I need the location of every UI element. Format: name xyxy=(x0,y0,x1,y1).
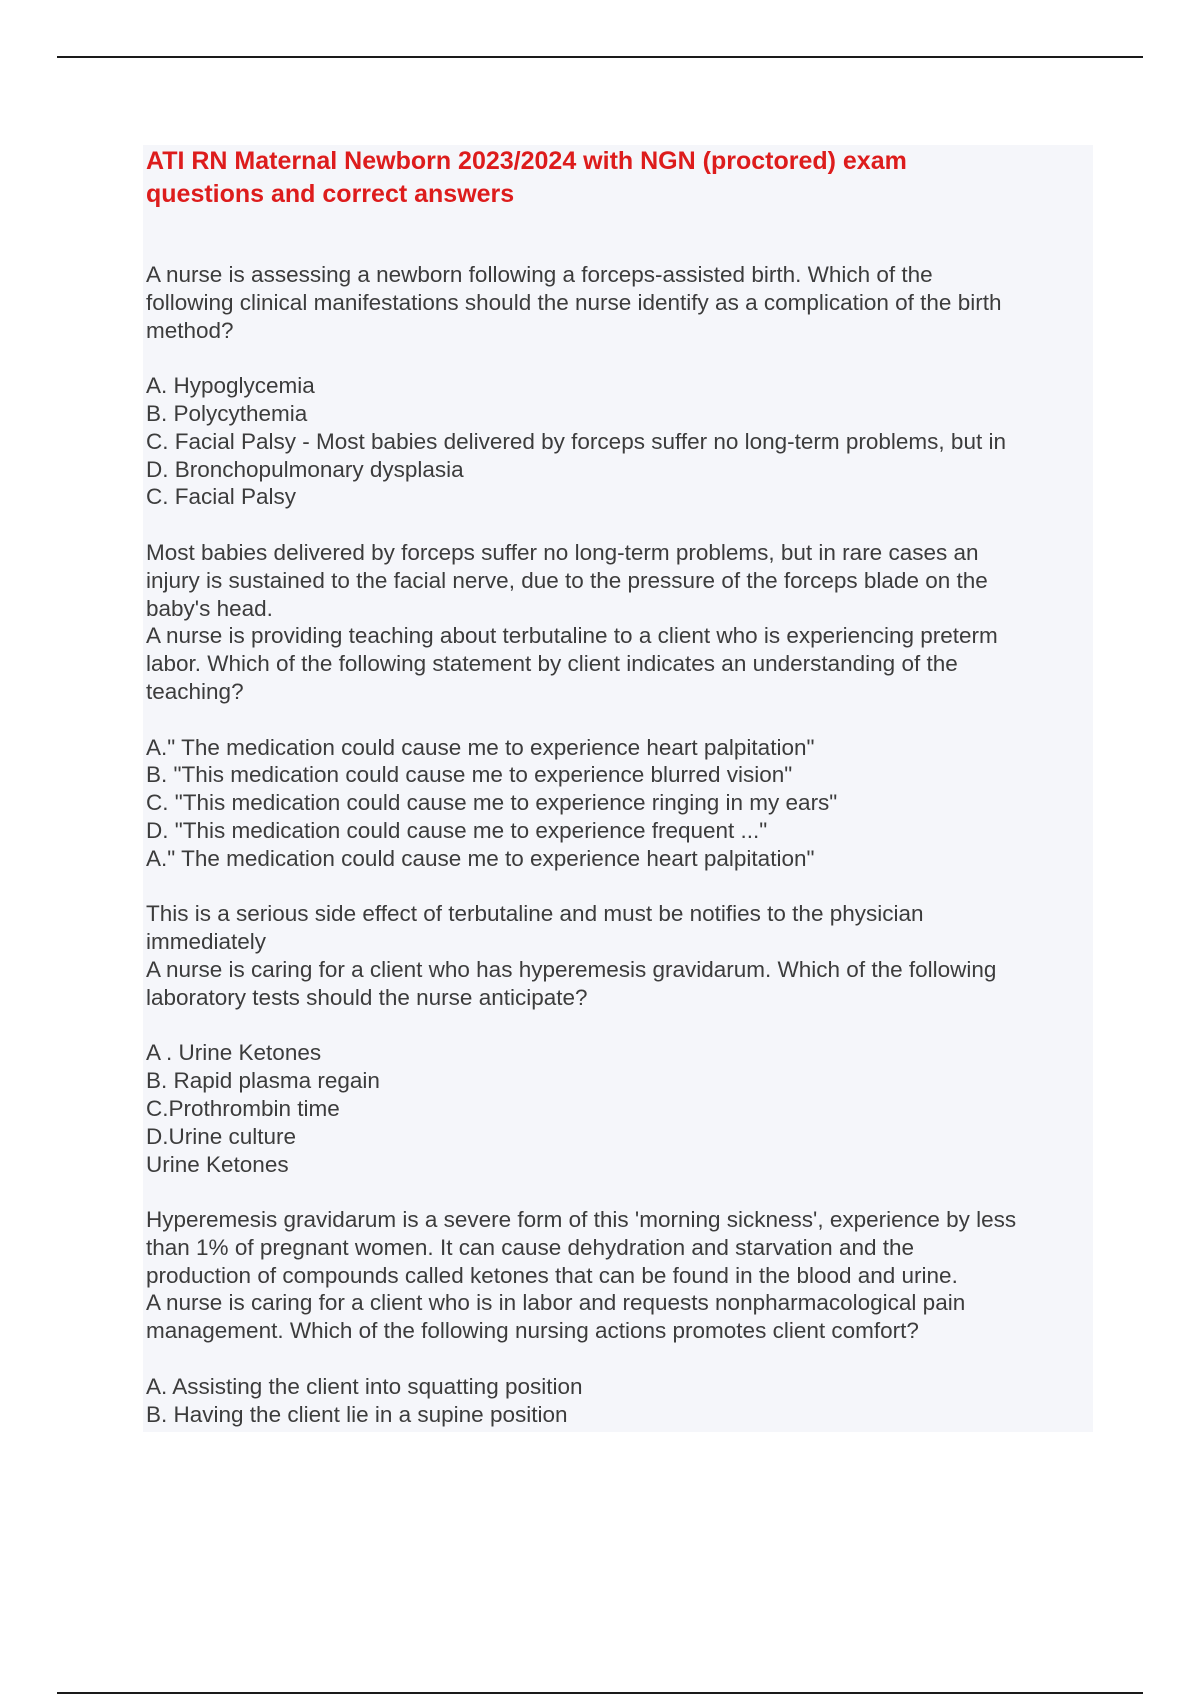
question-2 xyxy=(146,622,1091,956)
question-stem-line: following clinical manifestations should the nurse identify as a complication of the birth xyxy=(146,289,1002,315)
question-stem-line: labor. Which of the following statement by client indicates an understanding of the xyxy=(146,651,958,677)
answer-option: C. Facial Palsy - Most babies delivered by forceps suffer no long-term problems, but in xyxy=(146,428,1006,454)
rationale-line: This is a serious side effect of terbutaline and must be notifies to the physician xyxy=(146,901,924,927)
header-rule xyxy=(57,56,1143,58)
question-3 xyxy=(146,956,1091,1290)
question-stem-line: laboratory tests should the nurse anticipate? xyxy=(146,984,588,1010)
rationale-line: Hyperemesis gravidarum is a severe form of this 'morning sickness', experience by less xyxy=(146,1207,1017,1233)
rationale-line: injury is sustained to the facial nerve, due to the pressure of the forceps blade on the xyxy=(146,567,988,593)
answer-option: A." The medication could cause me to experience heart palpitation" xyxy=(146,734,815,760)
question-stem-line: A nurse is providing teaching about terbutaline to a client who is experiencing preterm xyxy=(146,623,998,649)
rationale-line: baby's head. xyxy=(146,595,273,621)
title-line-2: questions and correct answers xyxy=(146,180,515,208)
rationale-line: immediately xyxy=(146,929,267,955)
title-line-1: ATI RN Maternal Newborn 2023/2024 with NGN (proctored) exam xyxy=(146,147,907,175)
question-1 xyxy=(146,261,1091,622)
rationale-line: production of compounds called ketones that can be found in the blood and urine. xyxy=(146,1262,958,1288)
answer-option: A . Urine Ketones xyxy=(146,1040,322,1066)
answer-option: D. "This medication could cause me to experience frequent ..." xyxy=(146,817,768,843)
answer-option: D.Urine culture xyxy=(146,1123,297,1149)
document-body xyxy=(143,145,1093,1432)
footer-rule xyxy=(57,1692,1143,1694)
question-stem-line: A nurse is assessing a newborn following a forceps-assisted birth. Which of the xyxy=(146,262,933,287)
question-stem-line: teaching? xyxy=(146,678,244,704)
answer-option: B. "This medication could cause me to experience blurred vision" xyxy=(146,762,793,788)
document-title xyxy=(146,145,1093,211)
answer-option: C.Prothrombin time xyxy=(146,1095,340,1121)
question-4 xyxy=(146,1289,1091,1428)
question-stem-line: method? xyxy=(146,317,234,343)
correct-answer: C. Facial Palsy xyxy=(146,484,297,510)
correct-answer: A." The medication could cause me to experience heart palpitation" xyxy=(146,845,815,871)
answer-option: A. Assisting the client into squatting position xyxy=(146,1373,583,1399)
answer-option: C. "This medication could cause me to experience ringing in my ears" xyxy=(146,790,838,816)
answer-option: B. Rapid plasma regain xyxy=(146,1068,380,1094)
qa-content xyxy=(146,261,1091,1428)
rationale-line: than 1% of pregnant women. It can cause dehydration and starvation and the xyxy=(146,1234,915,1260)
correct-answer: Urine Ketones xyxy=(146,1151,289,1177)
question-stem-line: A nurse is caring for a client who has hyperemesis gravidarum. Which of the following xyxy=(146,956,997,982)
question-stem-line: management. Which of the following nursing actions promotes client comfort? xyxy=(146,1318,919,1344)
answer-option: B. Having the client lie in a supine position xyxy=(146,1401,568,1427)
answer-option: B. Polycythemia xyxy=(146,400,308,426)
answer-option: D. Bronchopulmonary dysplasia xyxy=(146,456,464,482)
answer-option: A. Hypoglycemia xyxy=(146,373,315,399)
question-stem-line: A nurse is caring for a client who is in labor and requests nonpharmacological pain xyxy=(146,1290,966,1316)
rationale-line: Most babies delivered by forceps suffer no long-term problems, but in rare cases an xyxy=(146,539,979,565)
